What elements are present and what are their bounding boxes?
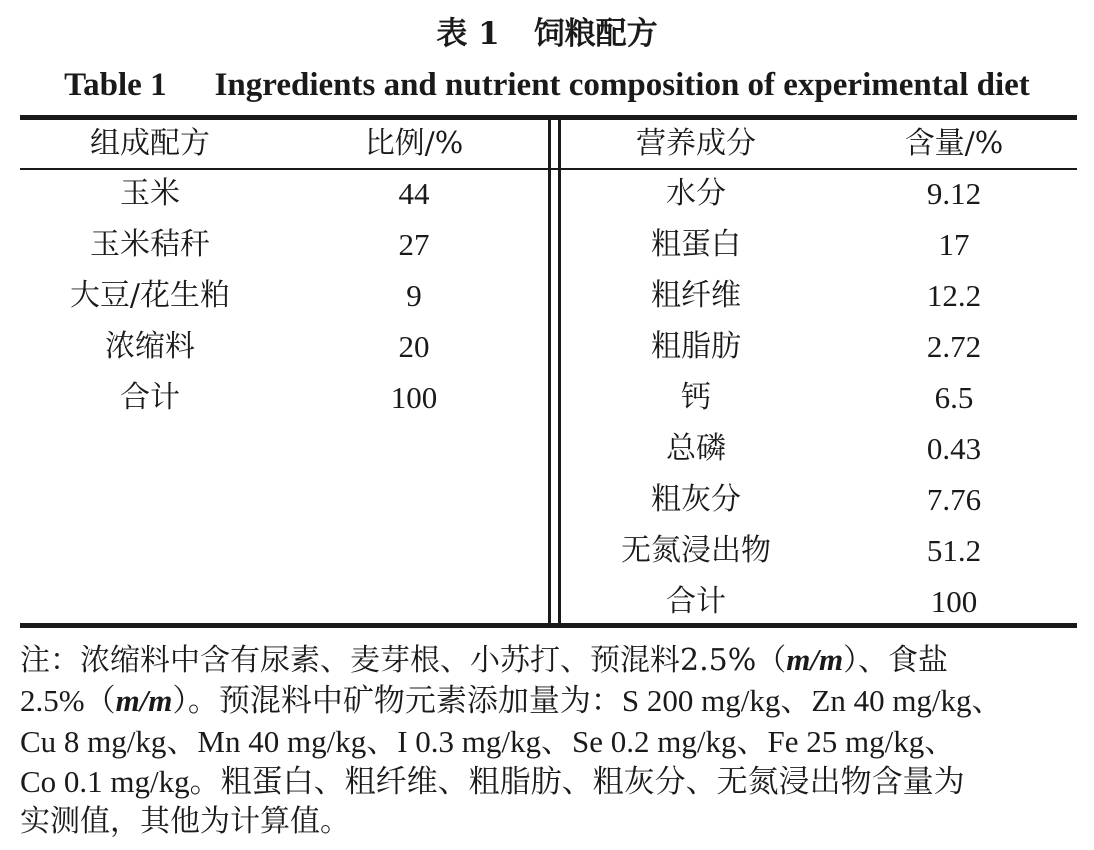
header-proportion: 比例/% xyxy=(364,126,464,161)
header-nutrient: 营养成分 xyxy=(636,126,756,161)
nutrient-name: 粗蛋白 xyxy=(651,227,741,262)
ingredient-proportion: 44 xyxy=(398,176,430,211)
note-italic-unit: m/m xyxy=(786,642,844,677)
note-line-1 xyxy=(20,640,1080,681)
header-content: 含量/% xyxy=(904,126,1004,161)
ingredient-proportion: 9 xyxy=(406,278,422,313)
ingredient-name: 浓缩料 xyxy=(105,329,195,364)
ingredient-proportion: 100 xyxy=(390,380,438,415)
ingredient-name: 玉米 xyxy=(120,176,180,211)
nutrient-name: 粗脂肪 xyxy=(651,329,741,364)
nutrient-content: 9.12 xyxy=(926,176,982,211)
note-text: ）、食盐 xyxy=(843,643,949,678)
nutrient-content: 100 xyxy=(930,584,978,619)
nutrient-name: 合计 xyxy=(666,584,726,619)
note-line-5: 实测值，其他为计算值。 xyxy=(20,804,350,839)
nutrient-name: 总磷 xyxy=(666,431,726,466)
note-line-4: Co 0.1 mg/kg。粗蛋白、粗纤维、粗脂肪、粗灰分、无氮浸出物含量为 xyxy=(20,764,965,799)
nutrient-content: 12.2 xyxy=(926,278,982,313)
nutrient-name: 粗纤维 xyxy=(651,278,741,313)
table-number-cn: 表 1 xyxy=(436,16,500,52)
nutrient-name: 钙 xyxy=(681,380,711,415)
ingredient-proportion: 20 xyxy=(398,329,430,364)
nutrient-content: 2.72 xyxy=(926,329,982,364)
table-number-en: Table 1 xyxy=(64,67,167,103)
nutrient-name: 水分 xyxy=(666,176,726,211)
nutrient-name: 无氮浸出物 xyxy=(621,533,771,568)
table-title-en xyxy=(0,64,1094,106)
table-caption-cn: 饲粮配方 xyxy=(533,16,658,52)
ingredient-name: 合计 xyxy=(120,380,180,415)
ingredient-name: 玉米秸秆 xyxy=(90,227,210,262)
table-note xyxy=(20,640,1080,842)
nutrient-content: 0.43 xyxy=(926,431,982,466)
note-text: ）。预混料中矿物元素添加量为：S 200 mg/kg、Zn 40 mg/kg、 xyxy=(172,683,1003,718)
note-italic-unit: m/m xyxy=(115,683,173,718)
nutrient-content: 51.2 xyxy=(926,533,982,568)
note-text: 2.5%（ xyxy=(20,683,116,718)
nutrient-content: 7.76 xyxy=(926,482,982,517)
note-line-3: Cu 8 mg/kg、Mn 40 mg/kg、I 0.3 mg/kg、Se 0.2 mg/kg、Fe 25 mg/kg、 xyxy=(20,724,956,759)
note-text: 注：浓缩料中含有尿素、麦芽根、小苏打、预混料2.5%（ xyxy=(20,643,787,678)
table-caption-en: Ingredients and nutrient composition of experimental diet xyxy=(214,67,1030,103)
nutrient-name: 粗灰分 xyxy=(651,482,741,517)
column-separator-left xyxy=(548,117,551,626)
nutrient-content: 17 xyxy=(938,227,970,262)
header-ingredient: 组成配方 xyxy=(90,126,210,161)
nutrient-content: 6.5 xyxy=(934,380,974,415)
ingredient-proportion: 27 xyxy=(398,227,430,262)
ingredient-name: 大豆/花生粕 xyxy=(69,278,231,313)
note-line-2 xyxy=(20,681,1080,722)
table-title-cn xyxy=(0,14,1094,54)
